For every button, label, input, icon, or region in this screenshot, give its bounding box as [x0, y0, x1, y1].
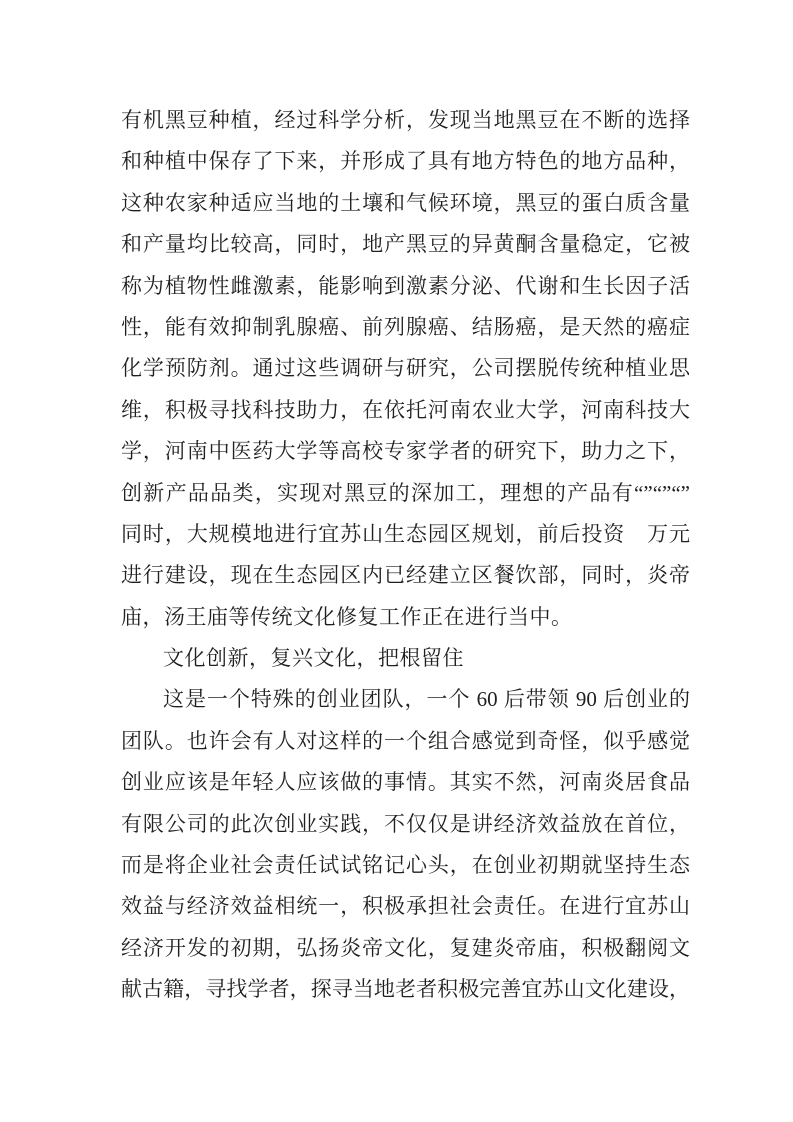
- paragraph-startup-team: [121, 679, 690, 1010]
- text-line: 和产量均比较高，同时，地产黑豆的异黄酮含量稳定，它被: [121, 232, 690, 257]
- text-line: 效益与经济效益相统一，积极承担社会责任。在进行宜苏山: [121, 894, 690, 919]
- document-body: [121, 100, 690, 1011]
- text-line: 同时，大规模地进行宜苏山生态园区规划，前后投资 万元: [121, 521, 690, 546]
- text-line: 献古籍，寻找学者，探寻当地老者积极完善宜苏山文化建设，: [121, 977, 690, 1002]
- text-line: 这是一个特殊的创业团队，一个 60 后带领 90 后创业的: [163, 687, 690, 712]
- paragraph-culture-heading: [121, 638, 690, 679]
- text-line: 团队。也许会有人对这样的一个组合感觉到奇怪，似乎感觉: [121, 728, 690, 753]
- text-line: 这种农家种适应当地的土壤和气候环境，黑豆的蛋白质含量: [121, 190, 690, 215]
- text-line: 庙，汤王庙等传统文化修复工作正在进行当中。: [121, 604, 573, 629]
- text-line: 化学预防剂。通过这些调研与研究，公司摆脱传统种植业思: [121, 356, 690, 381]
- text-line: 和种植中保存了下来，并形成了具有地方特色的地方品种，: [121, 149, 690, 174]
- text-line: 经济开发的初期，弘扬炎帝文化，复建炎帝庙，积极翻阅文: [121, 935, 690, 960]
- text-line: 学，河南中医药大学等高校专家学者的研究下，助力之下，: [121, 439, 690, 464]
- text-line: 创业应该是年轻人应该做的事情。其实不然，河南炎居食品: [121, 770, 690, 795]
- text-line: 创新产品品类，实现对黑豆的深加工，理想的产品有“”“”“”: [121, 480, 690, 505]
- text-line: 进行建设，现在生态园区内已经建立区餐饮部，同时，炎帝: [121, 563, 690, 588]
- text-line: 文化创新，复兴文化，把根留住: [163, 646, 464, 671]
- paragraph-black-bean: [121, 100, 690, 638]
- text-line: 有限公司的此次创业实践，不仅仅是讲经济效益放在首位，: [121, 811, 690, 836]
- text-line: 维，积极寻找科技助力，在依托河南农业大学，河南科技大: [121, 397, 690, 422]
- text-line: 有机黑豆种植，经过科学分析，发现当地黑豆在不断的选择: [121, 108, 690, 132]
- text-line: 而是将企业社会责任试试铭记心头，在创业初期就坚持生态: [121, 853, 690, 878]
- text-line: 性，能有效抑制乳腺癌、前列腺癌、结肠癌，是天然的癌症: [121, 314, 690, 339]
- text-line: 称为植物性雌激素，能影响到激素分泌、代谢和生长因子活: [121, 273, 690, 298]
